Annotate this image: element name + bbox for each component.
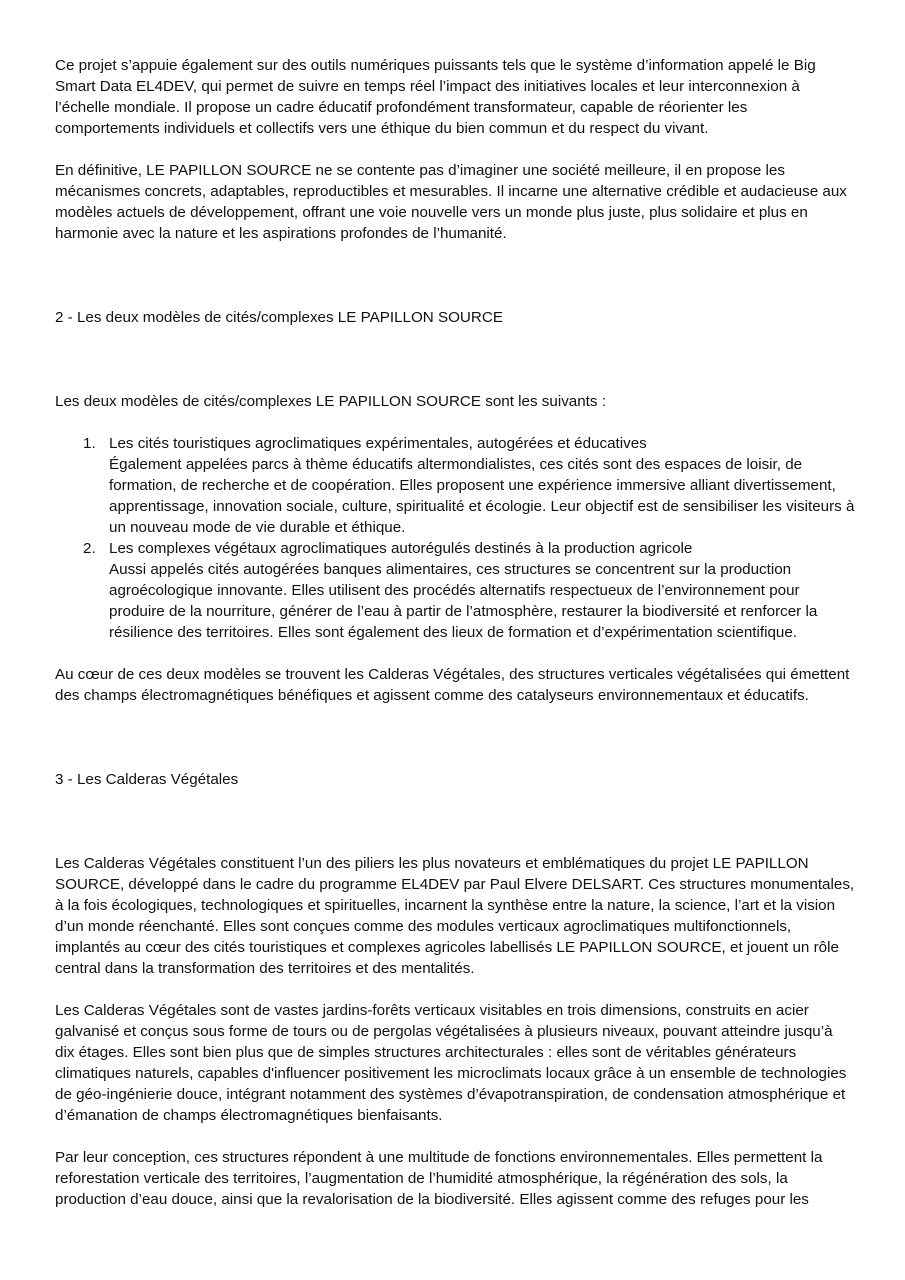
document-page — [55, 55, 855, 1210]
intro-paragraph-2: En définitive, LE PAPILLON SOURCE ne se contente pas d’imaginer une société meilleure, il en propose les mécanismes concrets, adaptables, reproductibles et mesurables. Il incarne une alternative crédible et audacieuse aux modèles actuels de développement, offrant une voie nouvelle vers un monde plus juste, plus solidaire et plus en harmonie avec la nature et les aspirations profondes de l’humanité. — [55, 162, 847, 242]
list-item-number: 2. — [83, 540, 96, 557]
section-2-heading: 2 - Les deux modèles de cités/complexes LE PAPILLON SOURCE — [55, 309, 503, 326]
intro-paragraph-1: Ce projet s’appuie également sur des outils numériques puissants tels que le système d’information appelé le Big Smart Data EL4DEV, qui permet de suivre en temps réel l’impact des initiatives locales et leur interconnexion à l’échelle mondiale. Il propose un cadre éducatif profondément transformateur, capable de réorienter les comportements individuels et collectifs vers une éthique du bien commun et du respect du vivant. — [55, 57, 816, 137]
section-2-conclusion: Au cœur de ces deux modèles se trouvent les Calderas Végétales, des structures verticales végétalisées qui émettent des champs électromagnétiques bénéfiques et agissent comme des catalyseurs environnementaux et éducatifs. — [55, 666, 850, 704]
section-3-paragraph-3: Par leur conception, ces structures répondent à une multitude de fonctions environnementales. Elles permettent la reforestation verticale des territoires, l’augmentation de l’humidité atmosphérique, la régénération des sols, la production d’eau douce, ainsi que la revalorisation de la biodiversité. Elles agissent comme des refuges pour les — [55, 1149, 823, 1208]
section-3-paragraph-1: Les Calderas Végétales constituent l’un des piliers les plus novateurs et emblématiques du projet LE PAPILLON SOURCE, développé dans le cadre du programme EL4DEV par Paul Elvere DELSART. Ces structures monumentales, à la fois écologiques, technologiques et spirituelles, incarnent la synthèse entre la nature, la science, l’art et la vision d’un monde réenchanté. Elles sont conçues comme des modules verticaux agroclimatiques multifonctionnels, implantés au cœur des cités touristiques et complexes agricoles labellisés LE PAPILLON SOURCE, et jouent un rôle central dans la transformation des territoires et des mentalités. — [55, 855, 855, 977]
section-3-paragraph-2: Les Calderas Végétales sont de vastes jardins-forêts verticaux visitables en trois dimensions, construits en acier galvanisé et conçus sous forme de tours ou de pergolas végétalisées à plusieurs niveaux, pouvant atteindre jusqu’à dix étages. Elles sont bien plus que de simples structures architecturales : elles sont de véritables générateurs climatiques naturels, capables d'influencer positivement les microclimats locaux grâce à un ensemble de technologies de géo-ingénierie douce, intégrant notamment des systèmes d’évapotranspiration, de condensation atmosphérique et d’émanation de champs électromagnétiques bienfaisants. — [55, 1002, 847, 1124]
list-item-text: Également appelées parcs à thème éducatifs altermondialistes, ces cités sont des espaces de loisir, de formation, de recherche et de coopération. Elles proposent une expérience immersive alliant divertissement, apprentissage, innovation sociale, culture, spiritualité et écologie. Leur objectif est de sensibiliser les visiteurs à un nouveau mode de vie durable et éthique. — [109, 456, 855, 536]
list-item-text: Aussi appelés cités autogérées banques alimentaires, ces structures se concentrent sur la production agroécologique innovante. Elles utilisent des procédés alternatifs respectueux de l’environnement pour produire de la nourriture, générer de l’eau à partir de l’atmosphère, restaurer la biodiversité et renforcer la résilience des territoires. Elles sont également des lieux de formation et d’expérimentation scientifique. — [109, 561, 818, 641]
list-item-title: Les complexes végétaux agroclimatiques autorégulés destinés à la production agricole — [109, 540, 693, 557]
models-list — [55, 433, 855, 643]
list-item-number: 1. — [83, 435, 96, 452]
section-2-intro: Les deux modèles de cités/complexes LE PAPILLON SOURCE sont les suivants : — [55, 393, 606, 410]
list-item — [83, 433, 855, 538]
section-3-heading: 3 - Les Calderas Végétales — [55, 771, 239, 788]
list-item-title: Les cités touristiques agroclimatiques expérimentales, autogérées et éducatives — [109, 435, 647, 452]
list-item — [83, 538, 855, 643]
